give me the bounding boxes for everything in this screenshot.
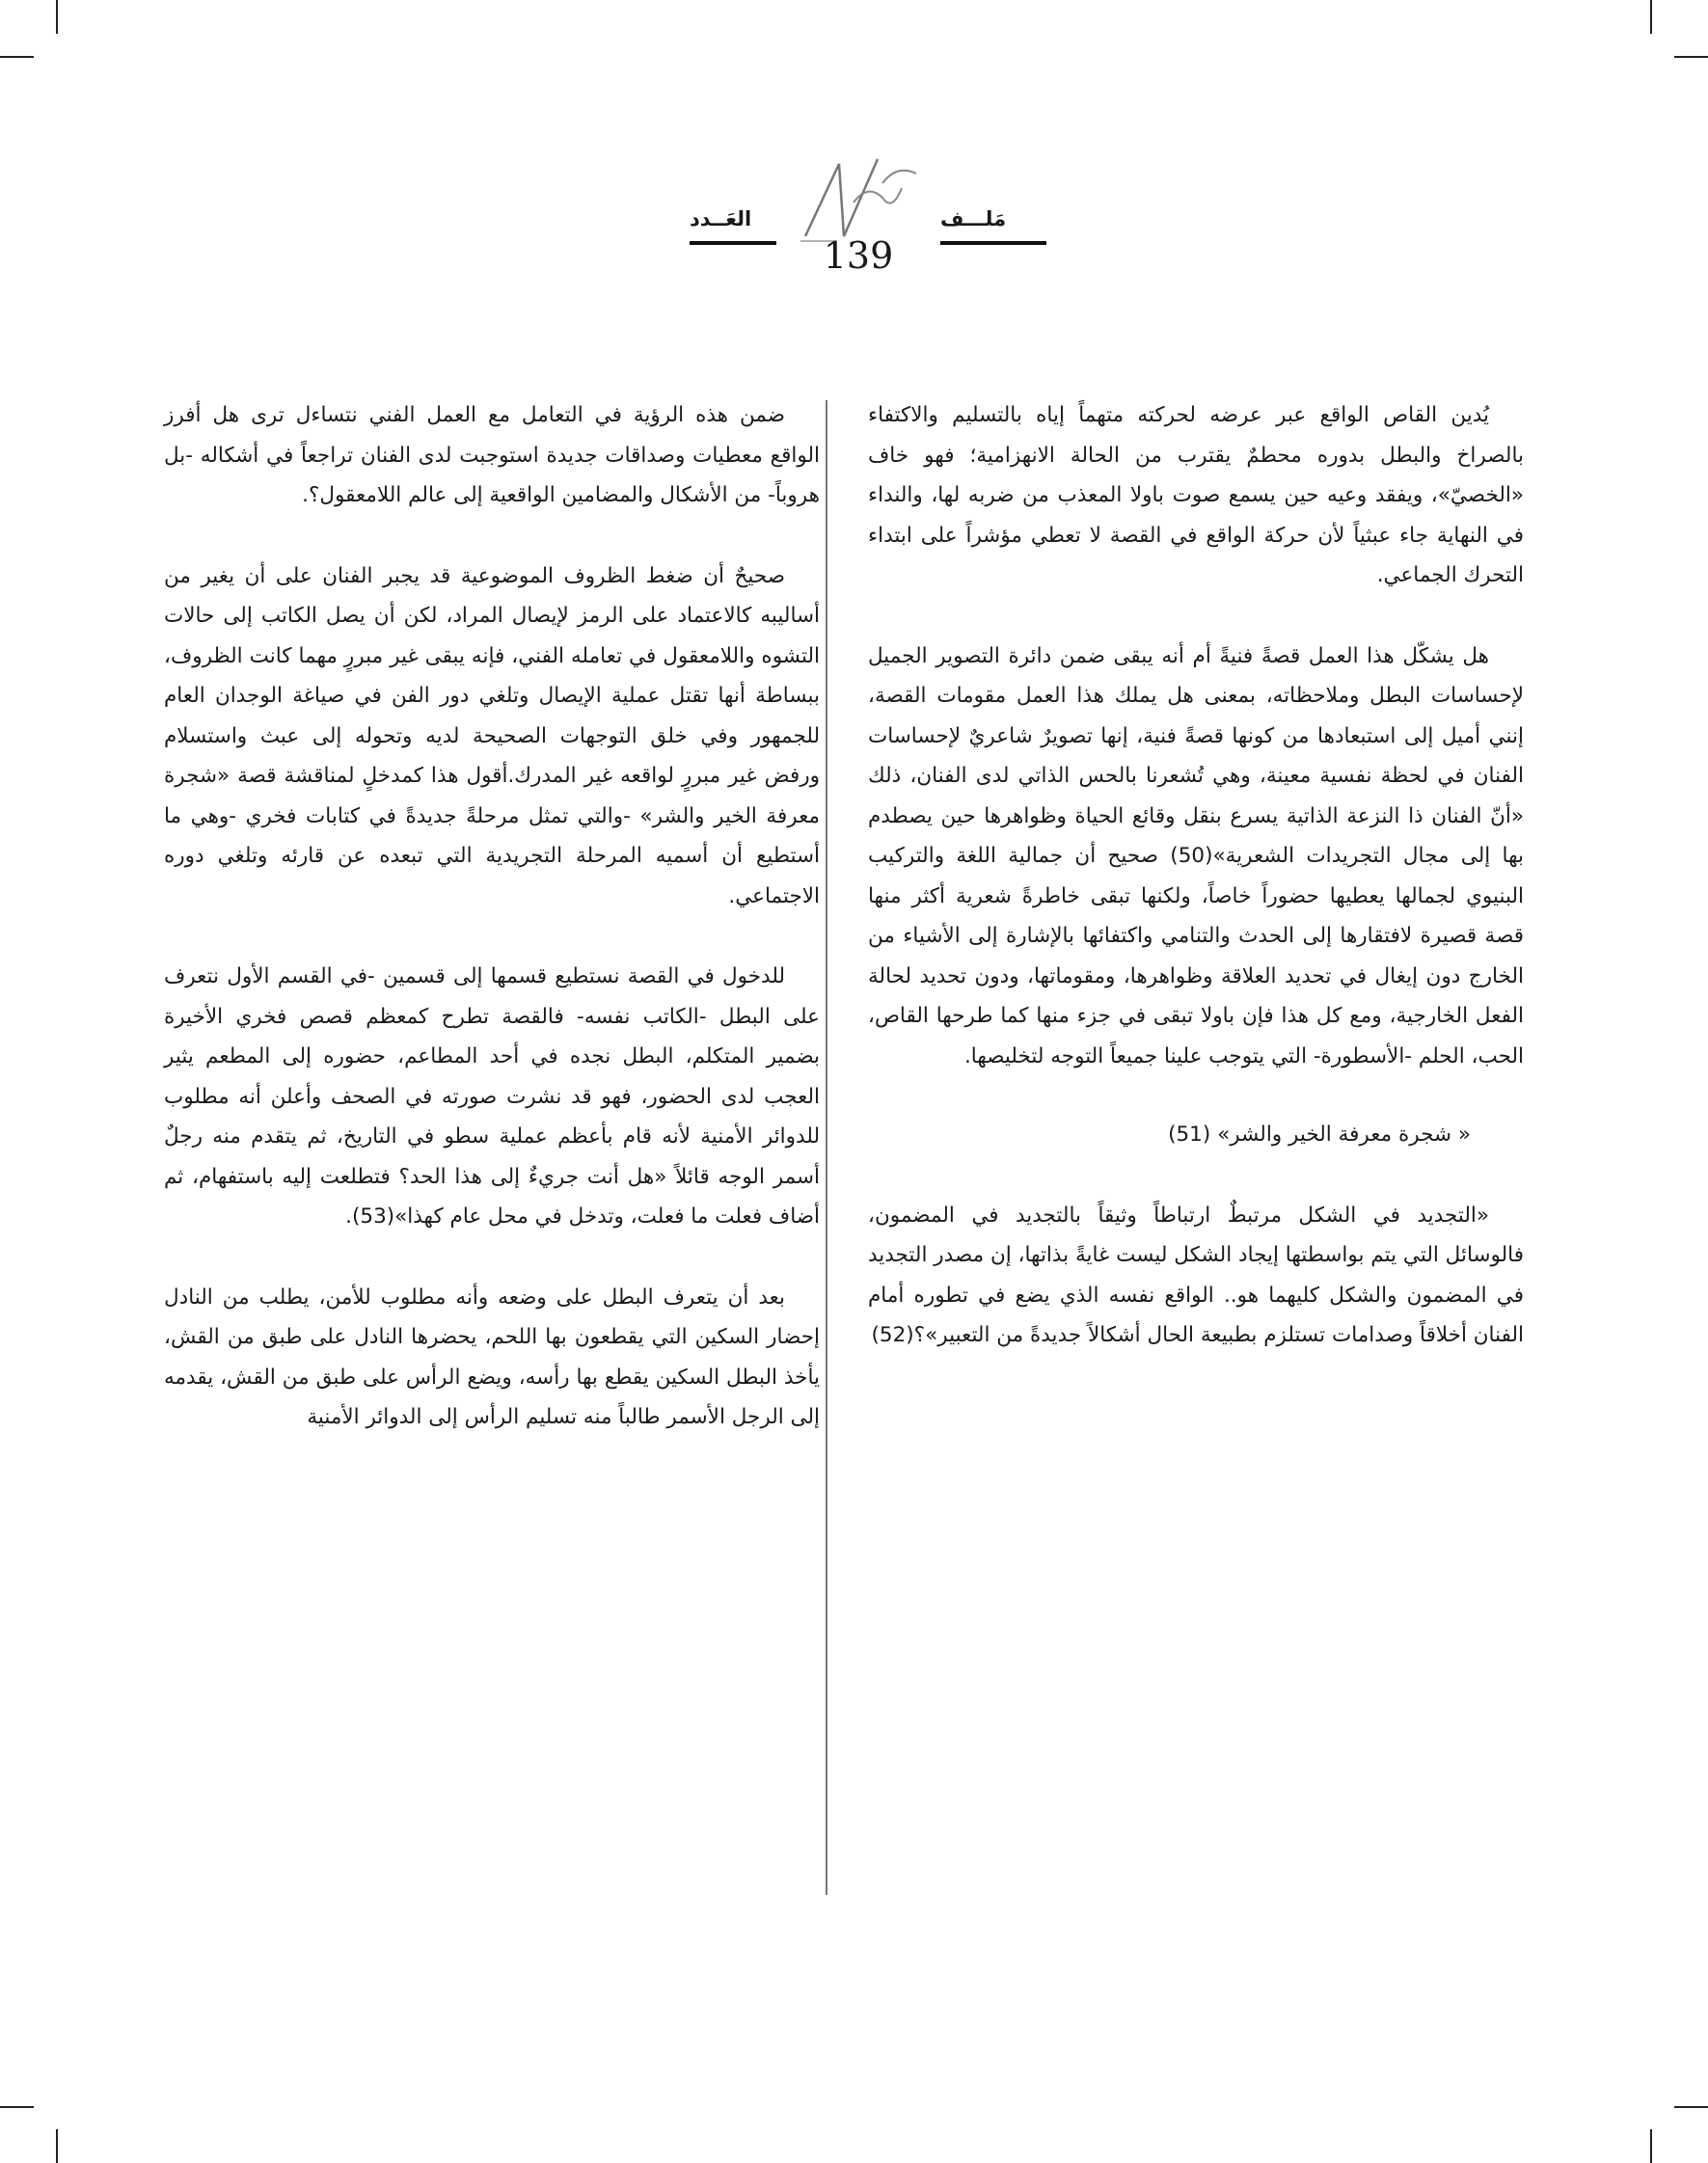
crop-mark-top-right-v [1650, 0, 1652, 34]
quote-paragraph: «التجديد في الشكل مرتبطٌ ارتباطاً وثيقاً بالتجديد في المضمون، فالوسائل التي يتم بواسطتها إيجاد الشكل ليست غايةً بذاتها، إن مصدر التجديد في المضمون والشكل كليهما هو.. الواقع نفسه الذي يضع في تطوره أمام الفنان أخلاقاً وصدامات تستلزم بطبيعة الحال أشكالاً جديدةً من التعبير»؟(52) [868, 1203, 1524, 1347]
paragraph: صحيحٌ أن ضغط الظروف الموضوعية قد يجبر الفنان على أن يغير من أساليبه كالاعتماد على الرمز لإيصال المراد، لكن أن يصل الكاتب إلى حالات التشوه واللامعقول في تعامله الفني، فإنه يبقى غير مبررٍ مهما كانت الظروف، ببساطة أنها تقتل عملية الإيصال وتلغي دور الفن في صياغة الوجدان العام للجمهور وفي خلق التوجهات الصحيحة لديه وتحوله إلى عبث واستسلام ورفض غير مبررٍ لواقعه غير المدرك.أقول هذا كمدخلٍ لمناقشة قصة «شجرة معرفة الخير والشر» -والتي تمثل مرحلةً جديدةً في كتابات فخري -وهي ما أستطيع أن أسميه المرحلة التجريدية التي تبعده عن قارئه وتلغي دوره الاجتماعي. [164, 563, 820, 908]
crop-mark-bottom-right-h [1674, 2106, 1708, 2108]
crop-mark-top-right-h [1674, 56, 1708, 58]
paragraph: هل يشكّل هذا العمل قصةً فنيةً أم أنه يبقى ضمن دائرة التصوير الجميل لإحساسات البطل وملاحظاته، بمعنى هل يملك هذا العمل مقومات القصة، إنني أميل إلى استبعادها من كونها قصةً فنية، إنها تصويرٌ شاعريٌ لإحساسات الفنان في لحظة نفسية معينة، وهي تُشعرنا بالحس الذاتي لدى الفنان، ذلك «أنّ الفنان ذا النزعة الذاتية يسرع بنقل وقائع الحياة وظواهرها حين يصطدم بها إلى مجال التجريدات الشعرية»(50) صحيح أن جمالية اللغة والتركيب البنيوي لجمالها يعطيها حضوراً خاصاً، ولكنها تبقى خاطرةً شعرية أكثر منها قصة قصيرة لافتقارها إلى الحدث والتنامي واكتفائها بالإشارة إلى الأشياء من الخارج دون إيغال في تحديد العلاقة وظواهرها، ومقوماتها، ودون تحديد لحالة الفعل الخارجية، ومع كل هذا فإن باولا تبقى في جزء منها كما طرحها القاص، الحب، الحلم -الأسطورة- التي يتوجب علينا جميعاً التوجه لتخليصها. [868, 643, 1524, 1068]
page-number: 139 [823, 234, 894, 277]
crop-mark-top-left-v [56, 0, 58, 34]
section-label: مَلـــف [940, 207, 1007, 230]
header-rule-left [690, 241, 776, 245]
issue-label: العَــدد [690, 207, 752, 230]
page-header [0, 145, 1708, 289]
left-column [164, 395, 820, 1478]
crop-mark-top-left-h [0, 56, 34, 58]
paragraph: يُدين القاص الواقع عبر عرضه لحركته متهماً إياه بالتسليم والاكتفاء بالصراخ والبطل بدوره محطمٌ يقترب من الحالة الانهزامية؛ فهو خاف «الخصيّ»، ويفقد وعيه حين يسمع صوت باولا المعذب من ضربه لها، والنداء في النهاية جاء عبثياً لأن حركة الواقع في القصة لا تعطي مؤشراً على ابتداء التحرك الجماعي. [868, 403, 1524, 587]
crop-mark-bottom-left-h [0, 2106, 34, 2108]
crop-mark-bottom-right-v [1650, 2129, 1652, 2163]
column-divider [826, 400, 827, 1895]
paragraph: للدخول في القصة نستطيع قسمها إلى قسمين -في القسم الأول نتعرف على البطل -الكاتب نفسه- فالقصة تطرح كمعظم قصص فخري الأخيرة بضمير المتكلم، البطل نجده في أحد المطاعم، حضوره إلى المطعم يثير العجب لدى الحضور، فهو قد نشرت صورته في الصحف وأعلن أنه مطلوب للدوائر الأمنية لأنه قام بأعظم عملية سطو في التاريخ، ثم يتقدم منه رجلٌ أسمر الوجه قائلاً «هل أنت جريءٌ إلى هذا الحد؟ فتطلعت إليه باستفهام، ثم أضاف فعلت ما فعلت، وتدخل في محل عام كهذا»(53). [164, 964, 820, 1229]
crop-mark-bottom-left-v [56, 2129, 58, 2163]
paragraph: بعد أن يتعرف البطل على وضعه وأنه مطلوب للأمن، يطلب من النادل إحضار السكين التي يقطعون بها اللحم، يحضرها النادل على طبق من القش، يأخذ البطل السكين يقطع بها رأسه، ويضع الرأس على طبق من القش، يقدمه إلى الرجل الأسمر طالباً منه تسليم الرأس إلى الدوائر الأمنية [164, 1284, 820, 1429]
story-subtitle: « شجرة معرفة الخير والشر» (51) [1168, 1122, 1471, 1147]
right-column [868, 395, 1524, 1396]
paragraph: ضمن هذه الرؤية في التعامل مع العمل الفني نتساءل ترى هل أفرز الواقع معطيات وصداقات جديدة استوجبت لدى الفنان تراجعاً في أشكاله -بل هروباً- من الأشكال والمضامين الواقعية إلى عالم اللامعقول؟. [164, 403, 820, 507]
header-rule-right [940, 241, 1046, 245]
